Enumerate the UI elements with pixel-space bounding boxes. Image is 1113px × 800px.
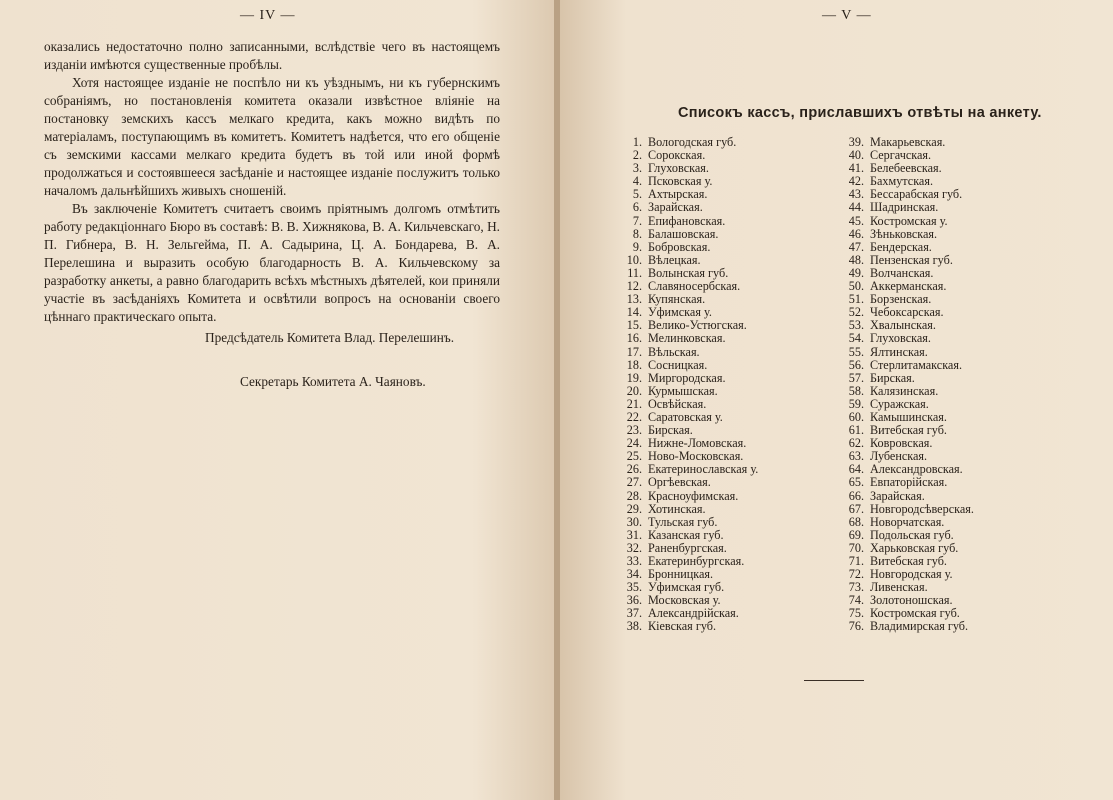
list-item-number: 72.: [848, 567, 864, 582]
list-item-name: Витебская губ.: [870, 554, 947, 568]
list-item-name: Лубенская.: [870, 449, 928, 464]
list-item-name: Екатеринославская у.: [648, 462, 759, 477]
list-item-number: 28.: [626, 488, 642, 503]
list-item-number: 48.: [848, 252, 864, 267]
list-item-name: Хотинская.: [648, 501, 706, 516]
list-item-name: Глуховская.: [648, 161, 709, 176]
list-item-number: 7.: [632, 213, 642, 228]
list-item-name: Екатеринбургская.: [648, 554, 745, 568]
list-item-number: 44.: [848, 200, 864, 215]
list-item-name: Волынская губ.: [648, 265, 729, 280]
list-item-number: 27.: [626, 475, 642, 490]
list-item-name: Раненбургская.: [648, 540, 727, 555]
list-item-number: 6.: [632, 200, 642, 215]
list-item-name: Купянская.: [648, 292, 706, 307]
list-item-name: Подольская губ.: [870, 527, 954, 542]
chairman-signature-line: Предсѣдатель Комитета Влад. Перелешинъ.: [205, 330, 455, 345]
list-item-name: Мелинковская.: [648, 331, 726, 346]
list-item-name: Бахмутская.: [870, 174, 933, 189]
list-item-name: Суражская.: [870, 396, 929, 411]
list-item-name: Костромская у.: [870, 213, 948, 228]
list-item-number: 33.: [626, 554, 642, 568]
list-item-name: Славяносербская.: [648, 279, 741, 294]
list-item-name: Кіевская губ.: [648, 619, 716, 634]
list-item-name: Бронницкая.: [648, 567, 714, 582]
list-item-number: 30.: [626, 514, 642, 529]
list-item-name: Освѣйская.: [648, 396, 707, 411]
list-item-name: Миргородская.: [648, 370, 726, 385]
list-item-number: 39.: [848, 135, 864, 149]
list-item-number: 40.: [848, 148, 864, 163]
list-item-number: 13.: [626, 292, 642, 307]
list-item-name: Евпаторійская.: [870, 475, 948, 490]
list-item-number: 26.: [626, 462, 642, 477]
list-item-number: 65.: [848, 475, 864, 490]
paragraph: Хотя настоящее изданіе не поспѣло ни къ уѣзднымъ, ни къ губернскимъ собраніямъ, но постановленія комитета оказали извѣстное вліяніе на постановку земскихъ кассъ мелкаго кредита, какъ можно видѣть по матеріаламъ, поступающимъ въ комитетъ. Комитетъ надѣется, что его общеніе съ земскими кассами мелкаго кредита будетъ въ той или иной формѣ продолжаться и состоявшееся засѣданіе и настоящее изданіе послужитъ только началомъ дальнѣйшихъ живыхъ сношеній.: [44, 75, 500, 198]
list-item-number: 43.: [848, 187, 864, 202]
list-item-number: 63.: [848, 449, 864, 464]
list-item-name: Новгородсѣверская.: [870, 501, 974, 516]
list-item-number: 75.: [848, 606, 864, 621]
list-item-name: Золотоношская.: [870, 593, 953, 608]
list-item-name: Витебская губ.: [870, 423, 947, 438]
list-item-name: Камышинская.: [870, 409, 947, 424]
list-item-number: 8.: [632, 226, 642, 241]
list-item-name: Оргѣевская.: [648, 475, 711, 490]
list-item-number: 2.: [632, 148, 642, 163]
list-item-name: Калязинская.: [870, 383, 939, 398]
list-item-name: Глуховская.: [870, 331, 931, 346]
list-item-name: Бирская.: [870, 370, 915, 385]
list-item-number: 4.: [632, 174, 642, 189]
list-item-name: Пензенская губ.: [870, 252, 953, 267]
list-item-name: Казанская губ.: [648, 527, 724, 542]
list-item-name: Балашовская.: [648, 226, 719, 241]
list-item-name: Борзенская.: [870, 292, 932, 307]
list-item-number: 50.: [848, 279, 864, 294]
list-item-number: 23.: [626, 423, 642, 438]
list-item-number: 12.: [626, 279, 642, 294]
list-item-name: Макарьевская.: [870, 135, 946, 149]
list-item-number: 45.: [848, 213, 864, 228]
list-item-name: Аккерманская.: [870, 279, 947, 294]
left-page: [0, 0, 556, 800]
closing-rule: [804, 680, 864, 681]
list-item-name: Бобровская.: [648, 239, 711, 254]
list-item-number: 46.: [848, 226, 864, 241]
list-title: Списокъ кассъ, приславшихъ отвѣты на анкету.: [678, 105, 1042, 121]
list-item-number: 19.: [626, 370, 642, 385]
list-item-number: 71.: [848, 554, 864, 568]
list-item-number: 59.: [848, 396, 864, 411]
list-item-name: Александрійская.: [648, 606, 739, 621]
list-item-name: Костромская губ.: [870, 606, 960, 621]
list-item-name: Вѣльская.: [648, 344, 700, 359]
list-item-name: Сергачская.: [870, 148, 932, 163]
list-item-number: 25.: [626, 449, 642, 464]
list-item-number: 17.: [626, 344, 642, 359]
list-item-name: Ново-Московская.: [648, 449, 744, 464]
list-item-name: Уфимская губ.: [648, 580, 725, 595]
page-number: — V —: [822, 8, 872, 23]
list-item-number: 76.: [848, 619, 864, 634]
list-item-name: Московская у.: [648, 593, 721, 608]
list-item-name: Уфимская у.: [648, 305, 712, 320]
list-item-name: Бессарабская губ.: [870, 187, 963, 202]
list-item-number: 15.: [626, 318, 642, 333]
list-item: [834, 620, 974, 633]
list-item-number: 74.: [848, 593, 864, 608]
list-item-number: 49.: [848, 265, 864, 280]
list-item-name: Стерлитамакская.: [870, 357, 962, 372]
list-item-name: Новгородская у.: [870, 567, 953, 582]
page-number: — IV —: [240, 8, 296, 23]
list-item-number: 70.: [848, 540, 864, 555]
list-item-number: 29.: [626, 501, 642, 516]
list-item-name: Нижне-Ломовская.: [648, 436, 747, 451]
list-item-number: 54.: [848, 331, 864, 346]
list-item-name: Велико-Устюгская.: [648, 318, 747, 333]
list-item-number: 60.: [848, 409, 864, 424]
list-item-name: Зѣньковская.: [870, 226, 938, 241]
list-item-number: 38.: [626, 619, 642, 634]
list-item-number: 52.: [848, 305, 864, 320]
list-item-number: 32.: [626, 540, 642, 555]
list-item-name: Вологодская губ.: [648, 135, 737, 149]
list-item-name: Владимирская губ.: [870, 619, 969, 634]
list-item-name: Епифановская.: [648, 213, 726, 228]
list-item-name: Зарайская.: [648, 200, 703, 215]
list-item-number: 56.: [848, 357, 864, 372]
list-item-number: 51.: [848, 292, 864, 307]
list-item-number: 18.: [626, 357, 642, 372]
list-item-number: 22.: [626, 409, 642, 424]
list-item-number: 57.: [848, 370, 864, 385]
list-item-number: 37.: [626, 606, 642, 621]
list-item-name: Шадринская.: [870, 200, 939, 215]
list-item-number: 47.: [848, 239, 864, 254]
list-item-number: 42.: [848, 174, 864, 189]
list-item: [612, 620, 758, 633]
list-item-number: 10.: [626, 252, 642, 267]
list-item-name: Бендерская.: [870, 239, 932, 254]
list-item-number: 68.: [848, 514, 864, 529]
list-item-number: 16.: [626, 331, 642, 346]
list-item-number: 66.: [848, 488, 864, 503]
list-item-number: 64.: [848, 462, 864, 477]
list-item-name: Ливенская.: [870, 580, 928, 595]
list-item-number: 24.: [626, 436, 642, 451]
list-item-number: 41.: [848, 161, 864, 176]
list-item-name: Бирская.: [648, 423, 693, 438]
list-item-number: 53.: [848, 318, 864, 333]
list-item-name: Курмышская.: [648, 383, 718, 398]
list-item-name: Саратовская у.: [648, 409, 723, 424]
secretary-signature-line: Секретарь Комитета А. Чаяновъ.: [240, 374, 426, 389]
list-item-number: 9.: [632, 239, 642, 254]
list-item-name: Белебеевская.: [870, 161, 942, 176]
list-item-number: 21.: [626, 396, 642, 411]
list-item-name: Ковровская.: [870, 436, 933, 451]
list-item-name: Сорокская.: [648, 148, 706, 163]
list-item-name: Псковская у.: [648, 174, 713, 189]
list-column-2: [834, 136, 974, 634]
list-item-number: 36.: [626, 593, 642, 608]
list-item-number: 35.: [626, 580, 642, 595]
list-item-name: Тульская губ.: [648, 514, 718, 529]
list-item-name: Харьковская губ.: [870, 540, 959, 555]
list-item-number: 11.: [627, 265, 642, 280]
list-item-number: 20.: [626, 383, 642, 398]
list-item-name: Александровская.: [870, 462, 963, 477]
list-item-name: Хвалынская.: [870, 318, 936, 333]
list-item-number: 61.: [848, 423, 864, 438]
list-item-number: 67.: [848, 501, 864, 516]
list-item-number: 1.: [632, 135, 642, 149]
list-item-name: Сосницкая.: [648, 357, 708, 372]
list-item-number: 55.: [848, 344, 864, 359]
list-item-number: 62.: [848, 436, 864, 451]
list-item-number: 58.: [848, 383, 864, 398]
list-item-name: Вѣлецкая.: [648, 252, 701, 267]
list-item-number: 5.: [632, 187, 642, 202]
list-item-name: Волчанская.: [870, 265, 934, 280]
list-item-number: 14.: [626, 305, 642, 320]
list-item-name: Чебоксарская.: [870, 305, 944, 320]
list-item-name: Красноуфимская.: [648, 488, 739, 503]
body-text: [44, 38, 500, 326]
paragraph: Въ заключеніе Комитетъ считаетъ своимъ пріятнымъ долгомъ отмѣтить работу редакціоннаго Бюро въ составѣ: В. В. Хижнякова, В. А. Кильчевскаго, Н. П. Гибнера, В. Н. Зельгейма, П. А. Садырина, Ц. А. Бондарева, В. А. Перелешина и выразить особую благодарность В. А. Кильчевскому за разработку анкеты, а равно благодарить всѣхъ мѣстныхъ дѣятелей, кои приняли участіе въ засѣданіяхъ Комитета и освѣтили вопросъ на основаніи своего цѣннаго практическаго опыта.: [44, 201, 500, 324]
list-item-number: 73.: [848, 580, 864, 595]
list-item-name: Ахтырская.: [648, 187, 708, 202]
right-page: [560, 0, 1113, 800]
list-item-number: 34.: [626, 567, 642, 582]
list-item-name: Ялтинская.: [870, 344, 928, 359]
list-item-number: 31.: [626, 527, 642, 542]
list-item-number: 3.: [632, 161, 642, 176]
list-column-1: [612, 136, 758, 634]
list-item-number: 69.: [848, 527, 864, 542]
list-item-name: Зарайская.: [870, 488, 925, 503]
paragraph: оказались недостаточно полно записанными, вслѣдствіе чего въ настоящемъ изданіи имѣются существенные пробѣлы.: [44, 39, 500, 72]
list-item-name: Новорчатская.: [870, 514, 945, 529]
